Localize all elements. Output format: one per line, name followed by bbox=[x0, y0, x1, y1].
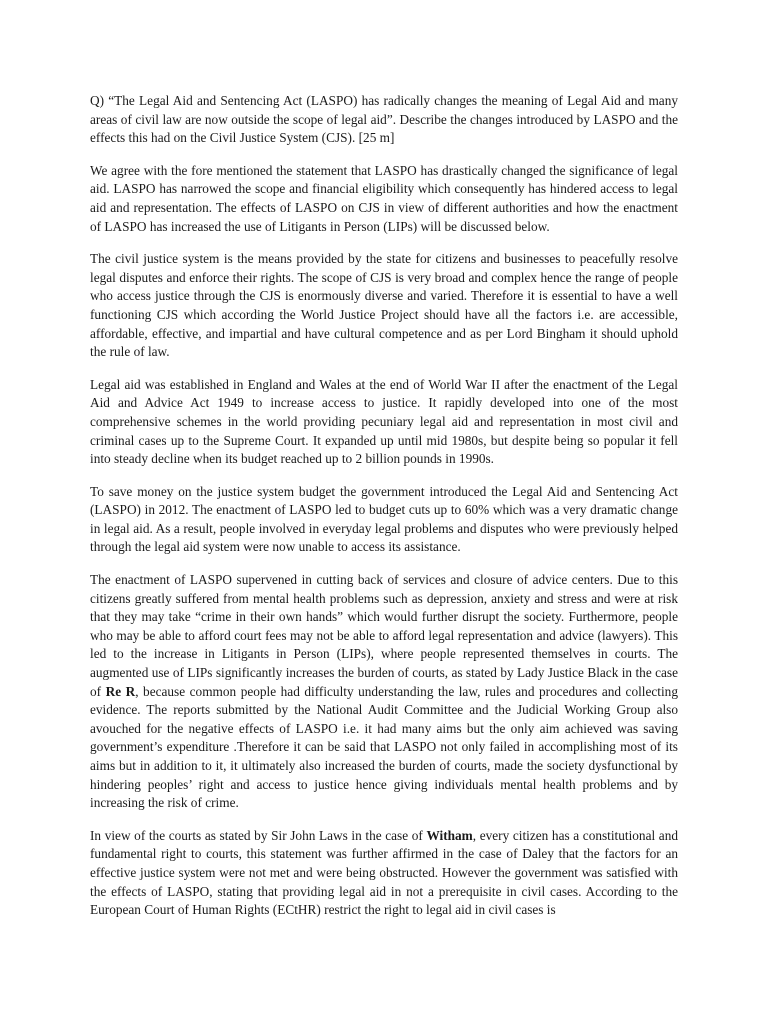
text-segment: , every citizen has a constitutional and fundamental right to courts, this statement was further affirmed in the case of Daley that the factors for an effective justice system were not met and were being obstructed. However the government was satisfied with the effects of LASPO, stating that providing legal aid in not a prerequisite in civil cases. According to the European Court of Human Rights (ECtHR) restrict the right to legal aid in civil cases is bbox=[90, 827, 678, 918]
text-segment: , because common people had difficulty understanding the law, rules and procedures and collecting evidence. The reports submitted by the National Audit Committee and the Judicial Working Group also avouched for the negative effects of LASPO i.e. it had many aims but the only aim achieved was saving government’s expenditure .Therefore it can be said that LASPO not only failed in accomplishing most of its aims but in addition to it, it ultimately also increased the burden of courts, made the society dysfunctional by hindering peoples’ right and access to justice hence giving individuals mental health problems and by increasing the risk of crime. bbox=[90, 683, 678, 811]
text-segment: The enactment of LASPO supervened in cutting back of services and closure of advice centers. Due to this citizens greatly suffered from mental health problems such as depression, anxiety and stress and were at risk that they may take “crime in their own hands” which would further disrupt the society. Furthermore, people who may be able to afford court fees may not be able to afford legal representation and advice (lawyers). This led to the increase in Litigants in Person (LIPs), where people represented themselves in courts. The augmented use of LIPs significantly increases the burden of courts, as stated by Lady Justice Black in the case of bbox=[90, 572, 678, 699]
paragraph-civil-justice-system: The civil justice system is the means provided by the state for citizens and businesses to peacefully resolve legal disputes and enforce their rights. The scope of CJS is very broad and complex hence the range of people who access justice through the CJS is enormously diverse and varied. Therefore it is essential to have a well functioning CJS which according the World Justice Project should have all the factors i.e. are accessible, affordable, effective, and impartial and have cultural competence and as per Lord Bingham it should uphold the rule of law. bbox=[90, 251, 678, 360]
paragraph-legal-aid-history: Legal aid was established in England and Wales at the end of World War II after the enactment of the Legal Aid and Advice Act 1949 to increase access to justice. It rapidly developed into one of the most comprehensive schemes in the world providing pecuniary legal aid and representation in most civil and criminal cases up to the Supreme Court. It expanded up until mid 1980s, but despite being so popular it fell into steady decline when its budget reached up to 2 billion pounds in 1990s. bbox=[90, 376, 678, 467]
case-name-re-r: Re R bbox=[105, 683, 136, 699]
text-segment: In view of the courts as stated by Sir John Laws in the case of bbox=[90, 827, 427, 843]
case-name-witham: Witham bbox=[426, 827, 473, 843]
question-paragraph: Q) “The Legal Aid and Sentencing Act (LASPO) has radically changes the meaning of Legal Aid and many areas of civil law are now outside the scope of legal aid”. Describe the changes introduced by LASPO and the effects this had on the Civil Justice System (CJS). [25 m] bbox=[90, 93, 678, 146]
paragraph-laspo-introduction: To save money on the justice system budget the government introduced the Legal Aid and Sentencing Act (LASPO) in 2012. The enactment of LASPO led to budget cuts up to 60% which was a very dramatic change in legal aid. As a result, people involved in everyday legal problems and disputes who were previously helped through the legal aid system were now unable to access its assistance. bbox=[90, 483, 678, 555]
paragraph-intro: We agree with the fore mentioned the statement that LASPO has drastically changed the significance of legal aid. LASPO has narrowed the scope and financial eligibility which consequently has hindered access to legal aid and representation. The effects of LASPO on CJS in view of different authorities and how the enactment of LASPO has increased the use of Litigants in Person (LIPs) will be discussed below. bbox=[90, 162, 678, 234]
paragraph-courts-view bbox=[90, 827, 678, 920]
paragraph-laspo-effects bbox=[90, 571, 678, 813]
document-page bbox=[90, 92, 678, 934]
